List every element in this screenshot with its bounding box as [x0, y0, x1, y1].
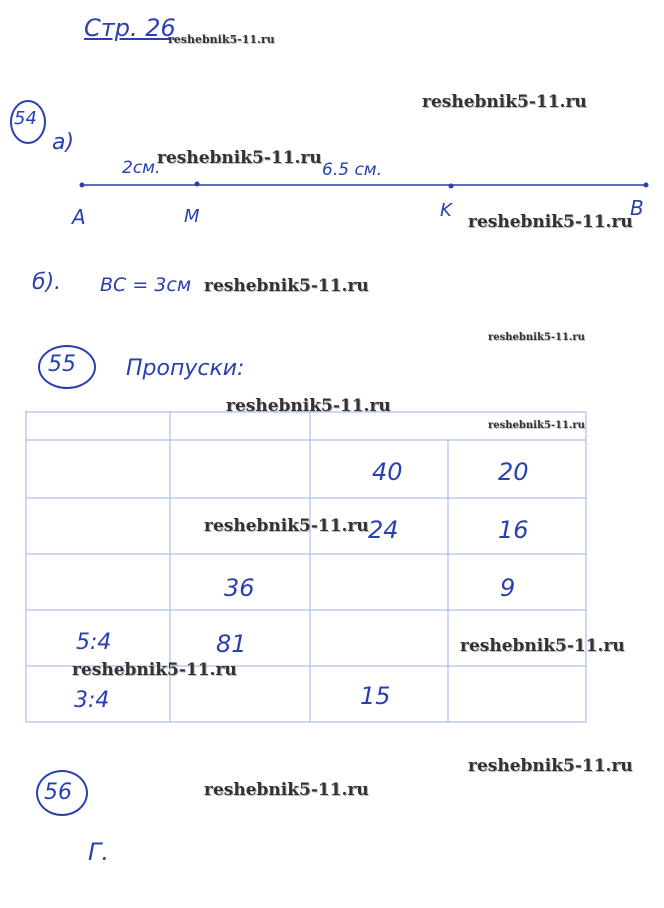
segment-label-am: 2см.	[122, 158, 161, 178]
point-label-m: M	[184, 206, 200, 227]
table-cell-r1-c2: 24	[368, 516, 399, 544]
point-label-a: A	[72, 205, 86, 229]
task-54-part-b: б).	[32, 270, 62, 295]
task-56-number: 56	[44, 780, 72, 805]
table-cell-r2-c3: 9	[500, 574, 516, 602]
watermark: reshebnik5-11.ru	[204, 276, 369, 296]
segment-label-mk: 6.5 см.	[322, 160, 383, 180]
watermark: reshebnik5-11.ru	[488, 332, 585, 343]
task-54-answer-b: BC = 3см	[100, 274, 192, 296]
watermark: reshebnik5-11.ru	[460, 636, 625, 656]
watermark: reshebnik5-11.ru	[72, 660, 237, 680]
table-cell-r4-c0: 3:4	[74, 688, 110, 713]
watermark: reshebnik5-11.ru	[468, 212, 633, 232]
task-56-start: Г.	[88, 838, 109, 866]
page-label: Стр. 26	[84, 14, 176, 42]
point-label-k: K	[440, 200, 452, 221]
table-cell-r3-c0: 5:4	[76, 630, 112, 655]
table-cell-r2-c1: 36	[224, 574, 255, 602]
table-cell-r0-c3: 20	[498, 458, 529, 486]
table-cell-r0-c2: 40	[372, 458, 403, 486]
watermark: reshebnik5-11.ru	[204, 516, 369, 536]
table-cell-r1-c3: 16	[498, 516, 529, 544]
task-54-number: 54	[14, 108, 37, 129]
task-55-title: Пропуски:	[126, 356, 245, 381]
watermark: reshebnik5-11.ru	[168, 33, 275, 46]
task-54-part-a: а)	[52, 130, 75, 155]
table-cell-r4-c2: 15	[360, 682, 391, 710]
watermark: reshebnik5-11.ru	[204, 780, 369, 800]
point-label-b: B	[630, 196, 644, 220]
watermark: reshebnik5-11.ru	[488, 420, 585, 431]
task-55-number: 55	[48, 352, 76, 377]
watermark: reshebnik5-11.ru	[422, 92, 587, 112]
watermark: reshebnik5-11.ru	[468, 756, 633, 776]
table-cell-r3-c1: 81	[216, 630, 247, 658]
watermark: reshebnik5-11.ru	[157, 148, 322, 168]
watermark: reshebnik5-11.ru	[226, 396, 391, 416]
